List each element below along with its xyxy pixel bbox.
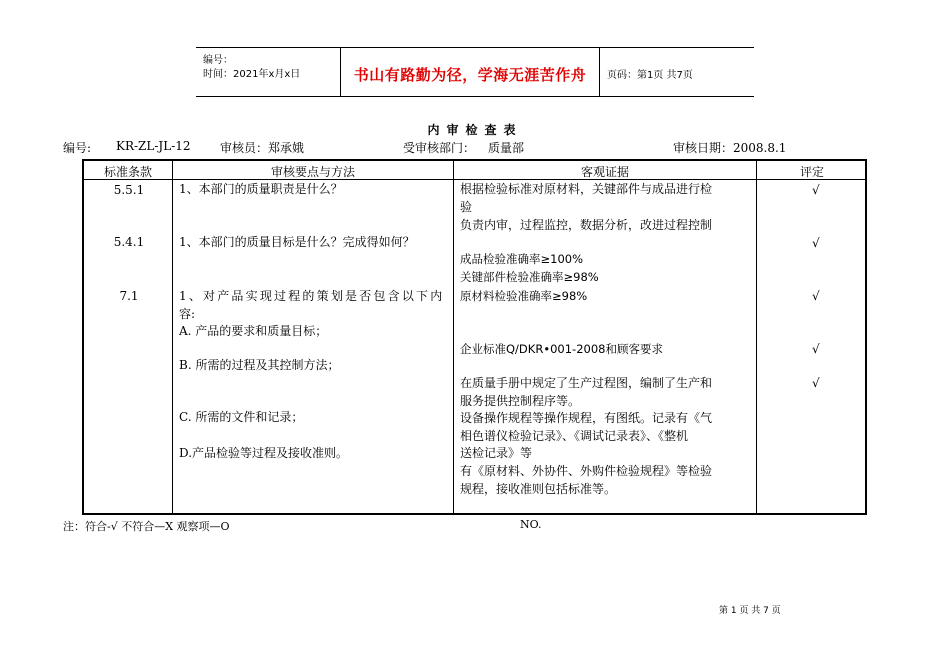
rating-check: √ (812, 376, 820, 390)
meta-auditor: 审核员：郑承娥 (220, 141, 305, 155)
meta-audit-date: 审核日期：2008.8.1 (673, 141, 787, 155)
evidence-line: 根据检验标准对原材料，关键部件与成品进行检 (460, 182, 713, 196)
col-divider (172, 161, 173, 513)
col-divider (453, 161, 454, 513)
col-divider (756, 161, 757, 513)
point-line: 容: (179, 307, 196, 321)
meta-code-value: KR-ZL-JL-12 (116, 139, 191, 153)
column-header-points: 审核要点与方法 (270, 165, 355, 179)
page-title: 内审检查表 (427, 123, 523, 137)
point-line: B. 所需的过程及其控制方法； (179, 358, 340, 372)
evidence-line: 成品检验准确率≥100% (460, 252, 584, 266)
evidence-line: 有《原材料、外协件、外购件检验规程》等检验 (460, 464, 713, 478)
point-line: C. 所需的文件和记录； (179, 410, 304, 424)
header-time: 时间：2021年x月x日 (203, 69, 301, 80)
header-left-cell (196, 48, 341, 96)
header-page-cell (600, 48, 754, 96)
header-motto-cell (341, 48, 600, 96)
column-header-clause: 标准条款 (103, 165, 152, 179)
audit-checklist-table (82, 159, 867, 515)
clause-5-5-1: 5.5.1 (113, 183, 145, 197)
clause-5-4-1: 5.4.1 (113, 235, 145, 249)
evidence-line: 相色谱仪检验记录》、《调试记录表》、《整机 (460, 429, 689, 443)
no-label: NO. (520, 518, 542, 531)
legend-note: 注：符合-√ 不符合—X 观察项—O (63, 520, 230, 533)
evidence-line: 在质量手册中规定了生产过程图，编制了生产和 (460, 376, 713, 390)
point-line: 1、本部门的质量目标是什么？完成得如何？ (179, 235, 415, 249)
clause-7-1: 7.1 (119, 289, 139, 303)
meta-code-label: 编号: (63, 141, 92, 155)
meta-dept-value: 质量部 (488, 141, 525, 155)
evidence-line: 企业标准Q/DKR•001-2008和顾客要求 (460, 342, 663, 356)
evidence-line: 关键部件检验准确率≥98% (460, 270, 599, 284)
rating-check: √ (812, 183, 820, 197)
point-line: D.产品检验等过程及接收准则。 (179, 446, 349, 460)
header-page-info: 页码：第1页 共7页 (607, 70, 693, 81)
evidence-line: 设备操作规程等操作规程，有图纸。记录有《气 (460, 411, 713, 425)
document-header (196, 47, 754, 97)
rating-check: √ (812, 289, 820, 303)
evidence-line: 规程，接收准则包括标准等。 (460, 482, 617, 496)
meta-dept-label: 受审核部门： (403, 141, 476, 155)
header-motto: 书山有路勤为径，学海无涯苦作舟 (353, 66, 587, 84)
rating-check: √ (812, 342, 820, 356)
evidence-line: 负责内审，过程监控，数据分析，改进过程控制 (460, 218, 713, 232)
header-code-label: 编号： (203, 55, 233, 66)
rating-check: √ (812, 236, 820, 250)
evidence-line: 原材料检验准确率≥98% (460, 289, 588, 303)
evidence-line: 验 (460, 200, 473, 214)
point-line: 1、对产品实现过程的策划是否包含以下内 (179, 289, 445, 303)
column-header-evidence: 客观证据 (580, 165, 629, 179)
evidence-line: 服务提供控制程序等。 (460, 394, 581, 408)
point-line: A. 产品的要求和质量目标； (179, 324, 328, 338)
point-line: 1、本部门的质量职责是什么？ (179, 182, 343, 196)
page-footer: 第 1 页 共 7 页 (719, 606, 781, 616)
column-header-rating: 评定 (799, 165, 824, 179)
evidence-line: 送检记录》等 (460, 446, 533, 460)
